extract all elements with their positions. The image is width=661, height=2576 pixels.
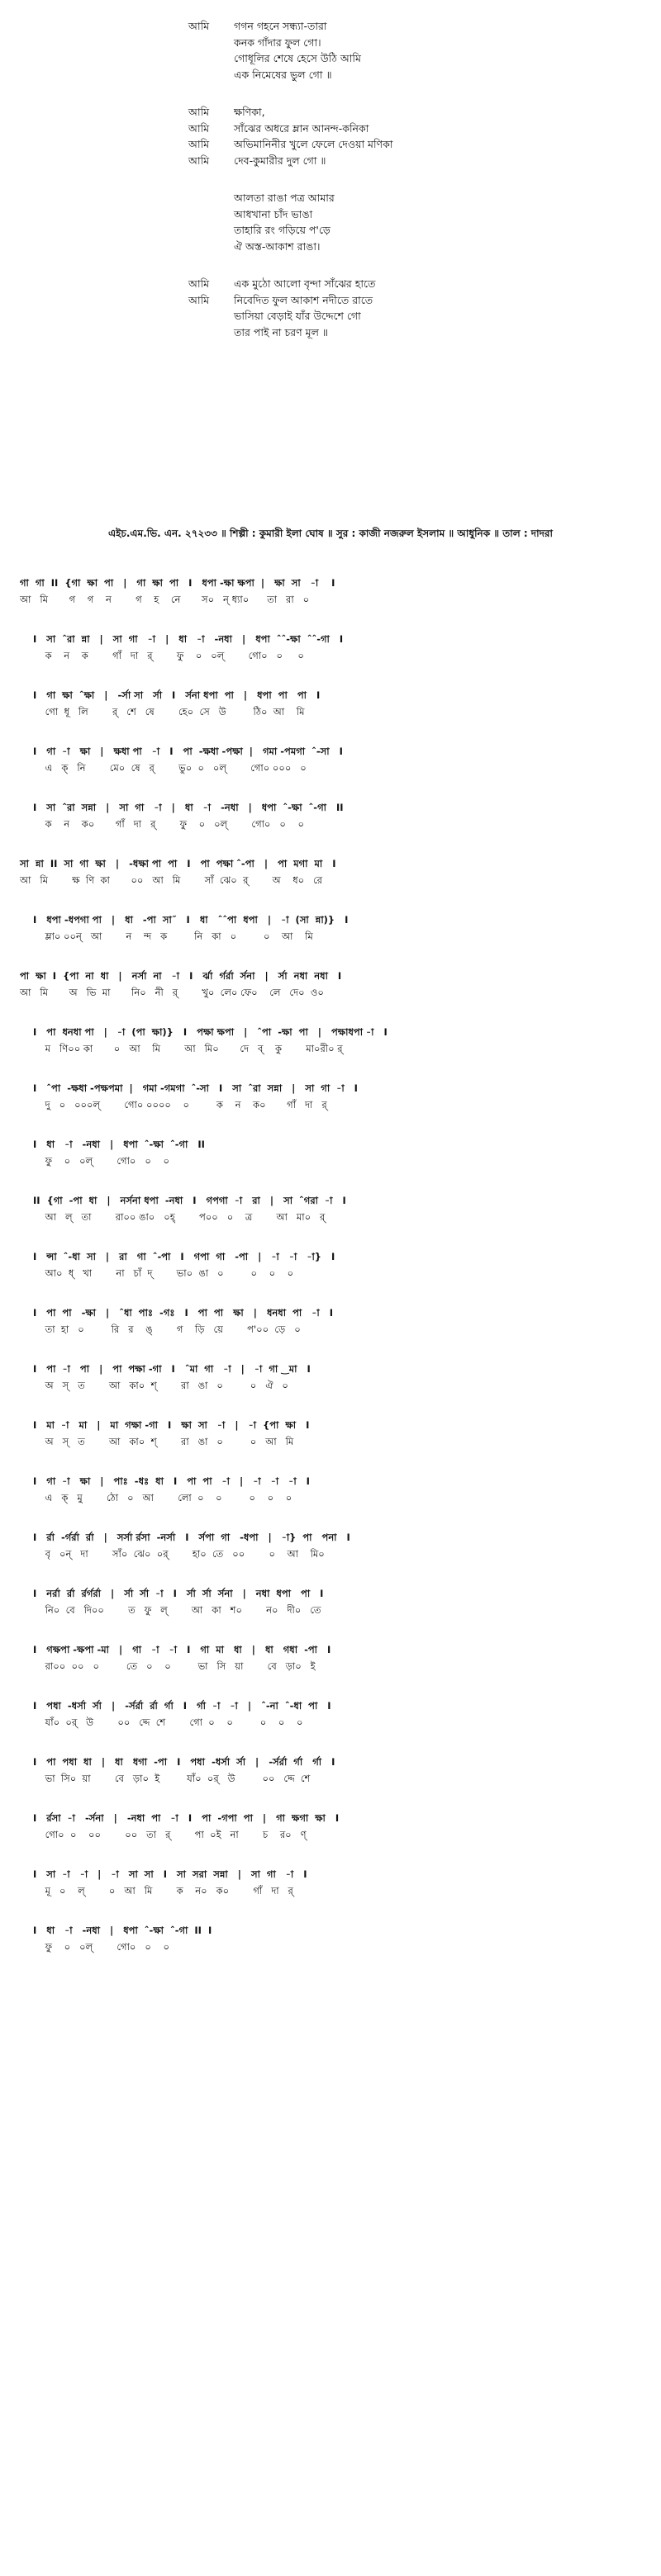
- syllable-line: ক ন ক০ গাঁ দা র্ ফু ০ ০ল্ গো০ ০ ০: [33, 818, 304, 830]
- lyrics-line-text: ক্ষণিকা,: [234, 106, 265, 118]
- notation-block: [0, 576, 661, 1980]
- notation-row: [0, 745, 661, 801]
- notation-row: [0, 1699, 661, 1755]
- syllable-line: আ ল্ তা রা০০ ঙা০ ০হ্ প০০ ০ ত্র আ মা০ র্: [33, 1211, 326, 1223]
- swara-line: I মা -া মা | মা গক্ষা -গা I ক্ষা সা -া | -া {পা ক্ষা I: [33, 1419, 310, 1431]
- swara-line: I পা পা -ক্ষা | ˆধা পাঃ -গঃ I পা পা ক্ষা | ধনধা পা -া I: [33, 1307, 333, 1319]
- lyrics-line-text: তার পাই না চরণ মূল ॥: [234, 325, 328, 339]
- syllable-line: আ মি অ ভি মা নি০ নী র্ খু০ লে০ ফে০ লে দে০ ও০: [20, 987, 324, 998]
- notation-row: [0, 1362, 661, 1418]
- lyrics-line-label: [188, 308, 234, 324]
- syllable-line: বৃ ০ন্ দা সাঁ০ ঝে০ ০র্ হা০ তে ০০ ০ আ মি০: [33, 1548, 325, 1560]
- lyrics-line: [188, 18, 585, 35]
- swara-line: I নর্রা র্রা র্রর্গর্রা | র্সা র্সা -া I র্সা র্সা র্সনা | নধা ধপা পা I: [33, 1588, 324, 1599]
- lyrics-line: [188, 67, 585, 83]
- syllable-line: ক ন ক গাঁ দা র্ ফু ০ ০ল্ গো০ ০ ০: [33, 650, 304, 661]
- swara-line: I গা -া ক্ষা | ক্ষধা পা -া I পা -ক্ষধা -পক্ষা | গমা -পমগা ˆ-সা I: [33, 746, 343, 757]
- lyrics-line: [188, 292, 585, 309]
- lyrics-line: [188, 239, 585, 255]
- notation-row: [0, 1868, 661, 1924]
- swara-line: I সা -া -া | -া সা সা I সা সরা সন্না | সা গা -া I: [33, 1868, 307, 1880]
- swara-line: I সা ˆরা ন্না | সা গা -া | ধা -া -নধা | ধপা ˆˆ-ক্ষা ˆˆ-গা I: [33, 633, 344, 645]
- lyrics-line-label: আমি: [188, 277, 210, 290]
- lyrics-line-label: [188, 67, 234, 83]
- swara-line: I গা ক্ষা ˆক্ষা | -র্সা সা র্সা I র্সনা ধপা পা | ধপা পা পা I: [33, 689, 321, 701]
- lyrics-line-label: আমি: [188, 20, 210, 32]
- lyrics-line-text: নিবেদিত ফুল আকাশ নদীতে রাতে: [234, 293, 373, 306]
- swara-line: I ন্সা ˆ-ধা সা | রা গা ˆ-পা I গপা গা -পা | -া -া -া} I: [33, 1251, 335, 1262]
- lyrics-line-text: আধখানা চাঁদ ভাঙা: [234, 207, 313, 220]
- lyrics-line-text: অভিমানিনীর খুলে ফেলে দেওয়া মণিকা: [234, 138, 393, 150]
- syllable-line: এ ক্ নি মে০ ষে র্ ভু০ ০ ০ল্ গো০ ০০০ ০: [33, 762, 307, 774]
- lyrics-line-label: আমি: [188, 138, 210, 150]
- lyrics-block: [188, 18, 585, 362]
- lyrics-line-text: গগন গহনে সন্ধ্যা-তারা: [234, 20, 327, 32]
- lyrics-stanza: [188, 104, 585, 168]
- lyrics-line-label: [188, 190, 234, 206]
- lyrics-line: [188, 153, 585, 169]
- lyrics-line-text: এক নিমেষের ভুল গো ॥: [234, 68, 332, 81]
- notation-row: [0, 1811, 661, 1868]
- lyrics-line-text: সাঁঝের অধরে ম্লান আনন্দ-কনিকা: [234, 121, 369, 135]
- lyrics-line: [188, 50, 585, 67]
- notation-row: [0, 801, 661, 857]
- notation-row: [0, 1082, 661, 1138]
- lyrics-line-label: [188, 239, 234, 255]
- syllable-line: দু ০ ০০০ল্ গো০ ০০০০ ০ ক ন ক০ গাঁ দা র্: [33, 1099, 327, 1110]
- notation-row: [0, 1643, 661, 1699]
- notation-row: [0, 1418, 661, 1475]
- swara-line: II {গা -পা ধা | নর্সনা ধপা -নধা I গপগা -া রা | সা ˆগরা -া I: [33, 1195, 346, 1206]
- swara-line: I ধপা -ধপগা পা | ধা -পা সা˝ I ধা ˆˆপা ধপা | -া (সা ন্না)} I: [33, 914, 349, 926]
- syllable-line: আ মি ক্ষ ণি কা ০০ আ মি সাঁ ঝে০ র্ অ ধ০ রে: [20, 874, 323, 886]
- notation-row: [0, 1475, 661, 1531]
- lyrics-line: [188, 136, 585, 153]
- notation-row: [0, 969, 661, 1025]
- swara-line: পা ক্ষা I {পা না ধা | নর্সা না -া I র্ঝা র্গর্রা র্সনা | র্সা নধা নধা I: [20, 970, 342, 982]
- notation-row: [0, 1755, 661, 1811]
- swara-line: I ˆপা -ক্ষধা -পক্ষপমা | গমা -গমগা ˆ-সা I সা ˆরা সন্না | সা গা -া I: [33, 1082, 358, 1094]
- lyrics-line-text: আলতা রাঙা পত্র আমার: [234, 192, 335, 204]
- syllable-line: রা০০ ০০ ০ তে ০ ০ ভা সি য়া বে ড়া০ ই: [33, 1660, 316, 1672]
- syllable-line: ভা সি০ য়া বে ড়া০ ই যাঁ০ ০র্ উ ০০ দ্দে শে: [33, 1773, 311, 1784]
- syllable-line: আ মি গ গ ন গ হ নে স০ ন্ ধ্যা০ তা রা ০: [20, 594, 310, 605]
- swara-line: I র্রা -র্গর্রা র্রা | সর্সা র্রসা -নর্সা I র্সপা গা -ধপা | -া} পা পনা I: [33, 1532, 350, 1543]
- swara-line: I পা -া পা | পা পক্ষা -গা I ˆমা গা -া | -া গা ‿মা I: [33, 1363, 311, 1375]
- lyrics-line-label: আমি: [188, 121, 210, 135]
- lyrics-line-text: কনক গাঁদার ফুল গো।: [234, 36, 321, 49]
- lyrics-line: [188, 121, 585, 137]
- swara-line: I পা পধা ধা | ধা ধগা -পা I পধা -ধর্সা র্সা | -র্সর্রা র্গা র্গা I: [33, 1756, 335, 1768]
- syllable-line: ফু ০ ০ল্ গো০ ০ ০: [33, 1941, 169, 1953]
- notation-row: [0, 857, 661, 913]
- lyrics-line-label: [188, 50, 234, 67]
- swara-line: I ধা -া -নধা | ধপা ˆ-ক্ষা ˆ-গা II I: [33, 1925, 212, 1936]
- syllable-line: এ ক্ মু ঠো ০ আ লো ০ ০ ০ ০ ০: [33, 1492, 292, 1503]
- lyrics-stanza: [188, 18, 585, 83]
- syllable-line: তা হা ০ রি র ঙ্ গ ড়ি য়ে প'০০ ড়ে ০: [33, 1324, 301, 1335]
- syllable-line: ফু ০ ০ল্ গো০ ০ ০: [33, 1155, 169, 1167]
- lyrics-line-text: এক মুঠো আলো বৃন্দা সাঁঝের হাতে: [234, 277, 376, 290]
- notation-row: [0, 913, 661, 969]
- lyrics-line: [188, 206, 585, 223]
- syllable-line: ম্লা০ ০০ন্ আ ন ন্দ ক নি কা ০ ০ আ মি: [33, 930, 313, 942]
- syllable-line: আ০ ধ্ খা না চাঁ দ্ ভা০ ঙা ০ ০ ০ ০: [33, 1267, 294, 1279]
- syllable-line: যাঁ০ ০র্ উ ০০ দ্দে শে গো ০ ০ ০ ০ ০: [33, 1717, 303, 1728]
- notation-row: [0, 1250, 661, 1306]
- lyrics-line-text: ভাসিয়া বেড়াই যাঁর উদ্দেশে গো: [234, 310, 361, 322]
- syllable-line: গো ধূ লি র্ শে ষে হে০ সে উ ঠি০ আ মি: [33, 706, 305, 717]
- syllable-line: গো০ ০ ০০ ০০ তা র্ পা ০ই না চ র০ ণ্: [33, 1829, 307, 1840]
- lyrics-line-label: [188, 324, 234, 341]
- lyrics-line-text: তাহারি রং গড়িয়ে প'ড়ে: [234, 224, 330, 236]
- swara-line: I গক্ষপা -ক্ষপা -মা | গা -া -া I গা মা ধা | ধা গধা -পা I: [33, 1644, 331, 1655]
- lyrics-stanza: [188, 276, 585, 340]
- lyrics-line-label: আমি: [188, 106, 210, 118]
- lyrics-line: [188, 308, 585, 324]
- notation-row: [0, 1194, 661, 1250]
- swara-line: I র্রসা -া -র্সনা | -নধা পা -া I পা -গপা পা | গা ক্ষগা ক্ষা I: [33, 1812, 340, 1824]
- lyrics-line: [188, 190, 585, 206]
- swara-line: গা গা II {গা ক্ষা পা | গা ক্ষা পা I ধপা -ক্ষা ক্ষপা | ক্ষা সা -া I: [20, 577, 335, 589]
- swara-line: I পধা -ধর্সা র্সা | -র্সর্রা র্রা র্গা I র্গা -া -া | ˆ-না ˆ-ধা পা I: [33, 1700, 331, 1712]
- swara-line: I ধা -া -নধা | ধপা ˆ-ক্ষা ˆ-গা II: [33, 1139, 205, 1150]
- syllable-line: মূ ০ ল্ ০ আ মি ক ন০ ক০ গাঁ দা র্: [33, 1885, 293, 1896]
- lyrics-line: [188, 276, 585, 292]
- lyrics-line: [188, 35, 585, 51]
- notation-row: [0, 1587, 661, 1643]
- swara-line: সা ন্না II সা গা ক্ষা | -ধক্ষা পা পা I পা পক্ষা ˆ-পা | পা মগা মা I: [20, 858, 336, 869]
- lyrics-line-label: [188, 35, 234, 51]
- notation-row: [0, 1138, 661, 1194]
- notation-row: [0, 1531, 661, 1587]
- notation-row: [0, 1924, 661, 1980]
- lyrics-line-label: [188, 222, 234, 239]
- lyrics-line-label: [188, 206, 234, 223]
- syllable-line: অ স্ ত আ কা০ শ্ রা ঙা ০ ০ ঐ ০: [33, 1380, 288, 1391]
- swara-line: I পা ধনধা পা | -া (পা ক্ষা)} I পক্ষা ক্ষপা | ˆপা -ক্ষা পা | পক্ষাধপা -া I: [33, 1026, 388, 1038]
- swara-line: I গা -া ক্ষা | পাঃ -ধঃ ধা I পা পা -া | -া -া -া I: [33, 1475, 310, 1487]
- lyrics-stanza: [188, 190, 585, 254]
- syllable-line: নি০ বে দি০০ ত ফু ল্ আ কা শ০ ন০ দী০ তে: [33, 1604, 321, 1616]
- notation-row: [0, 1025, 661, 1082]
- lyrics-line-text: ঐ অস্ত-আকাশ রাঙা।: [234, 239, 321, 253]
- lyrics-line: [188, 222, 585, 239]
- lyrics-line-text: গোধূলির শেষে হেসে উঠি আমি: [234, 52, 361, 64]
- lyrics-line-text: দেব-কুমারীর দুল গো ॥: [234, 154, 326, 167]
- notation-row: [0, 576, 661, 632]
- notation-row: [0, 689, 661, 745]
- syllable-line: অ স্ ত আ কা০ শ্ রা ঙা ০ ০ আ মি: [33, 1436, 294, 1447]
- lyrics-line-label: আমি: [188, 293, 210, 306]
- swara-line: I সা ˆরা সন্না | সা গা -া | ধা -া -নধা | ধপা ˆ-ক্ষা ˆ-গা II: [33, 802, 344, 813]
- notation-row: [0, 632, 661, 689]
- lyrics-line: [188, 324, 585, 341]
- record-info: এইচ.এম.ভি. এন. ২৭২৩৩ ॥ শিল্পী : কুমারী ইলা ঘোষ ॥ সুর : কাজী নজরুল ইসলাম ॥ আধুনিক ॥ তাল : দাদরা: [108, 528, 553, 539]
- notation-row: [0, 1306, 661, 1362]
- syllable-line: ম ণি০০ কা ০ আ মি আ মি০ দে ব্ কু মা০রী০ র্: [33, 1043, 343, 1054]
- lyrics-line-label: আমি: [188, 154, 210, 167]
- lyrics-line: [188, 104, 585, 121]
